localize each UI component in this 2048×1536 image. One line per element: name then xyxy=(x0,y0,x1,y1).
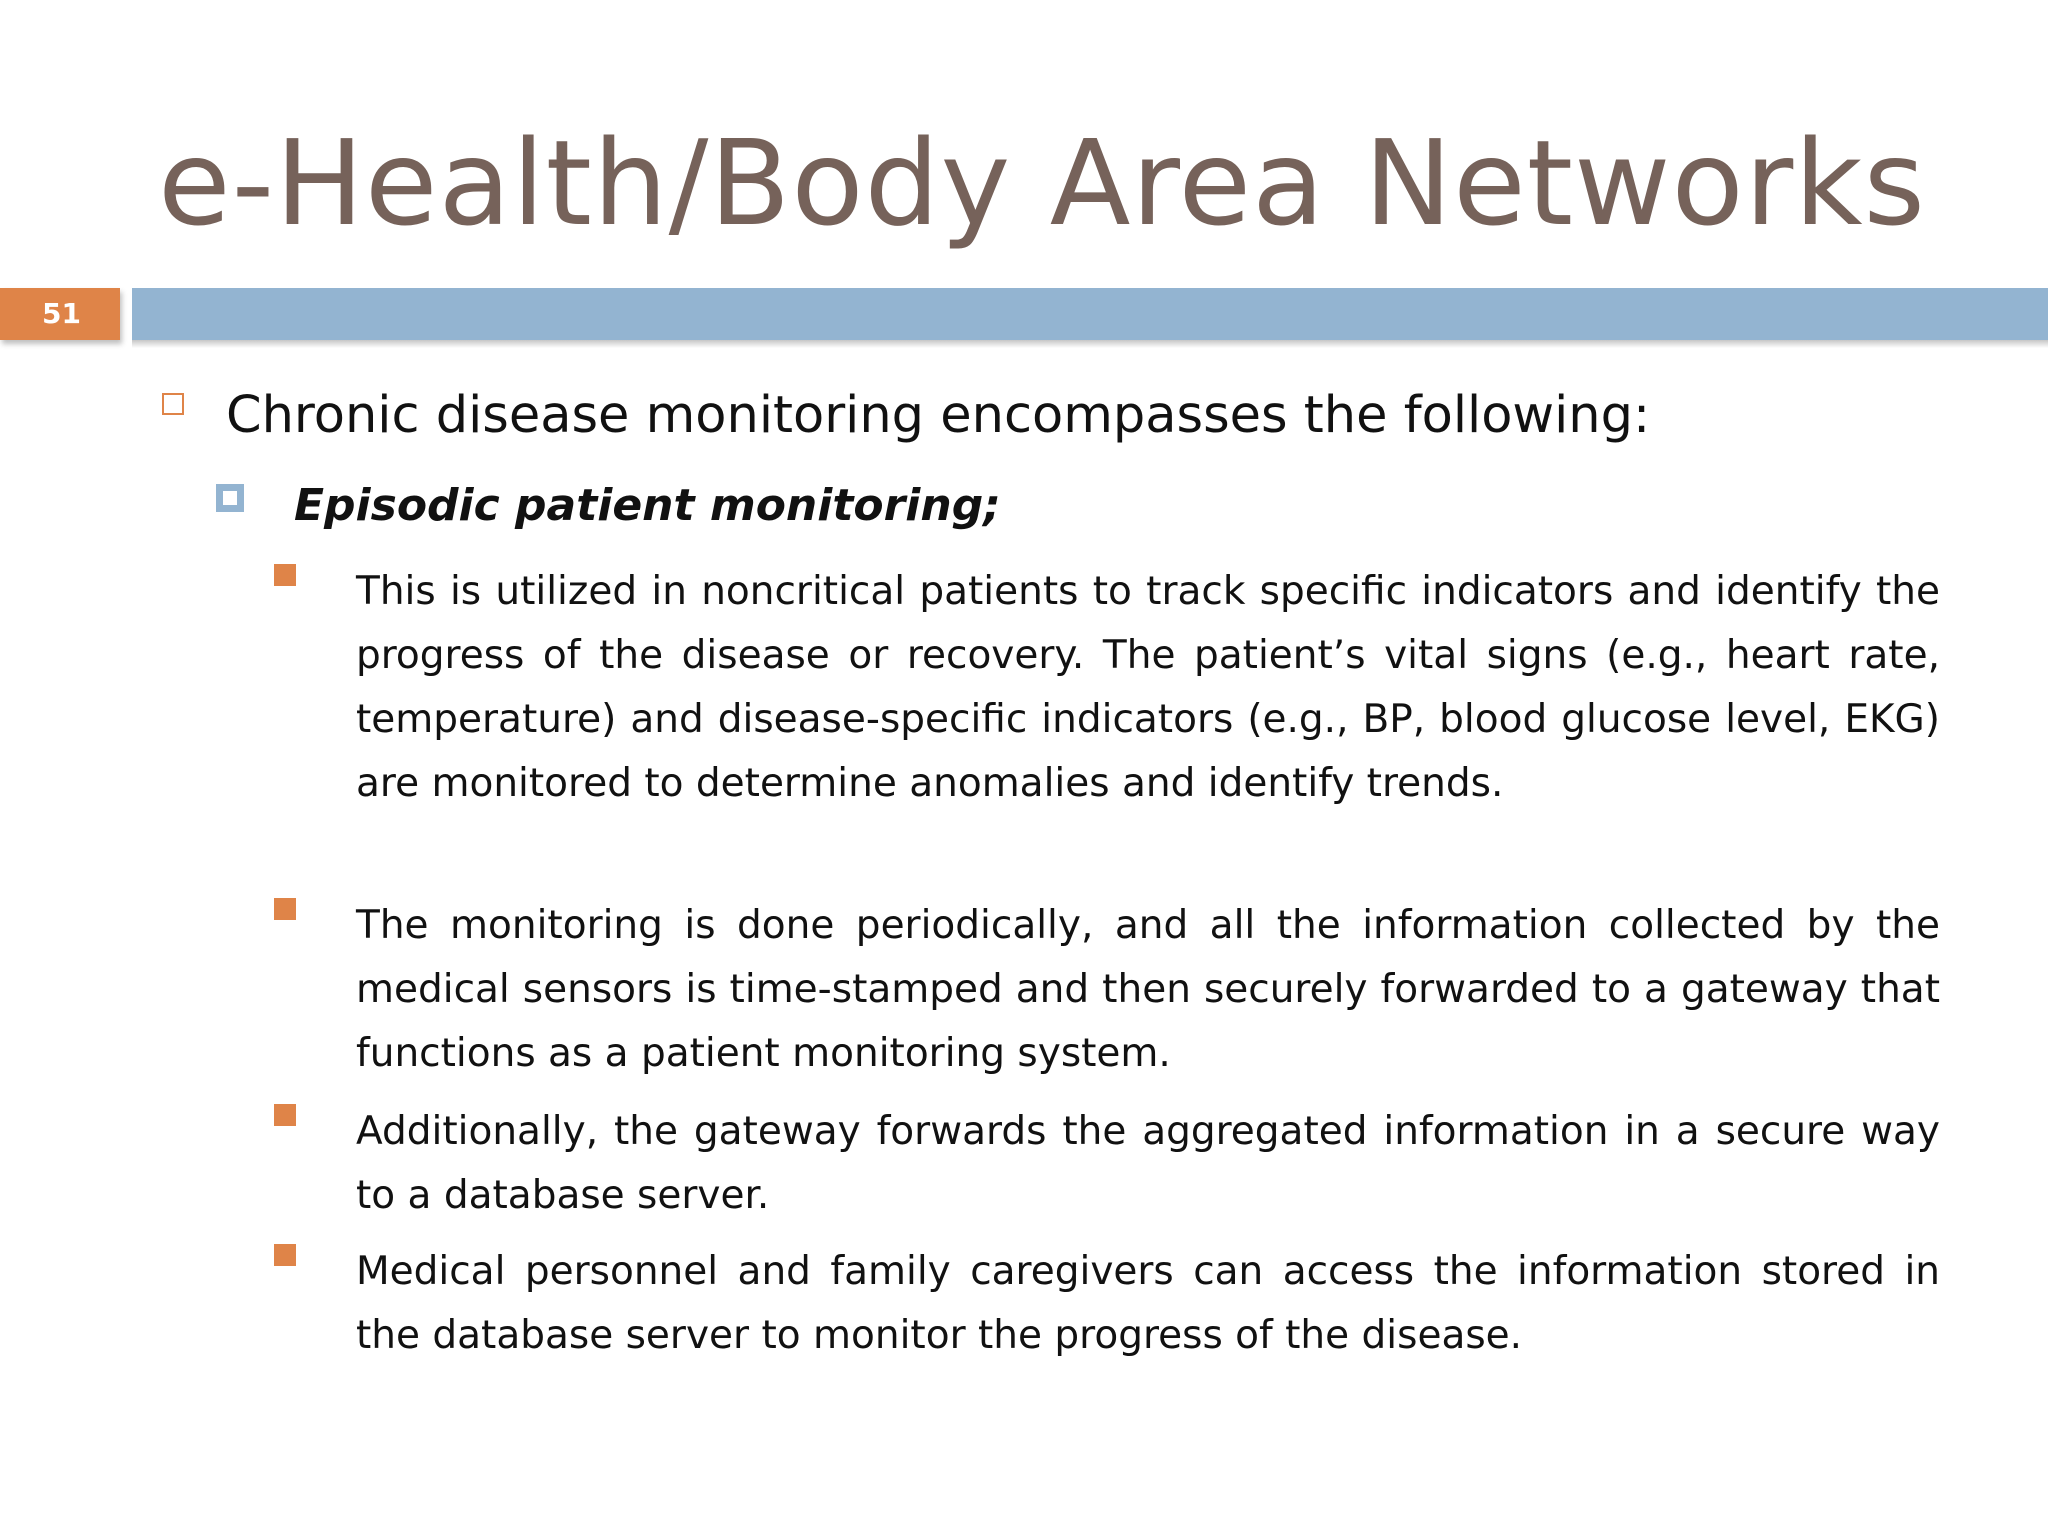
bullet-level2-text: Episodic patient monitoring; xyxy=(294,480,1001,531)
bullet-level3-text: This is utilized in noncritical patients to track specific indicators and identify the progress of the disease or recovery. The patient’s vital signs (e.g., heart rate, temperature) and disease-specific indicators (e.g., BP, blood glucose level, EKG) are monitored to determine anomalies and identify trends. xyxy=(356,569,1940,806)
slide-title: e-Health/Body Area Networks xyxy=(158,114,1927,252)
bullet-level1-text: Chronic disease monitoring encompasses the following: xyxy=(226,386,1651,445)
hollow-square-icon xyxy=(162,393,184,415)
filled-square-icon xyxy=(274,1104,296,1126)
page-number: 51 xyxy=(0,288,120,340)
bullet-level3-text: Medical personnel and family caregivers can access the information stored in the database server to monitor the progress of the disease. xyxy=(356,1249,1940,1358)
bullet-level3-text: Additionally, the gateway forwards the aggregated information in a secure way to a database server. xyxy=(356,1109,1940,1218)
filled-square-icon xyxy=(274,564,296,586)
filled-square-icon xyxy=(274,898,296,920)
framed-square-icon xyxy=(216,484,244,512)
filled-square-icon xyxy=(274,1244,296,1266)
bullet-level3-text: The monitoring is done periodically, and all the information collected by the medical sensors is time-stamped and then securely forwarded to a gateway that functions as a patient monitoring system. xyxy=(356,903,1940,1076)
